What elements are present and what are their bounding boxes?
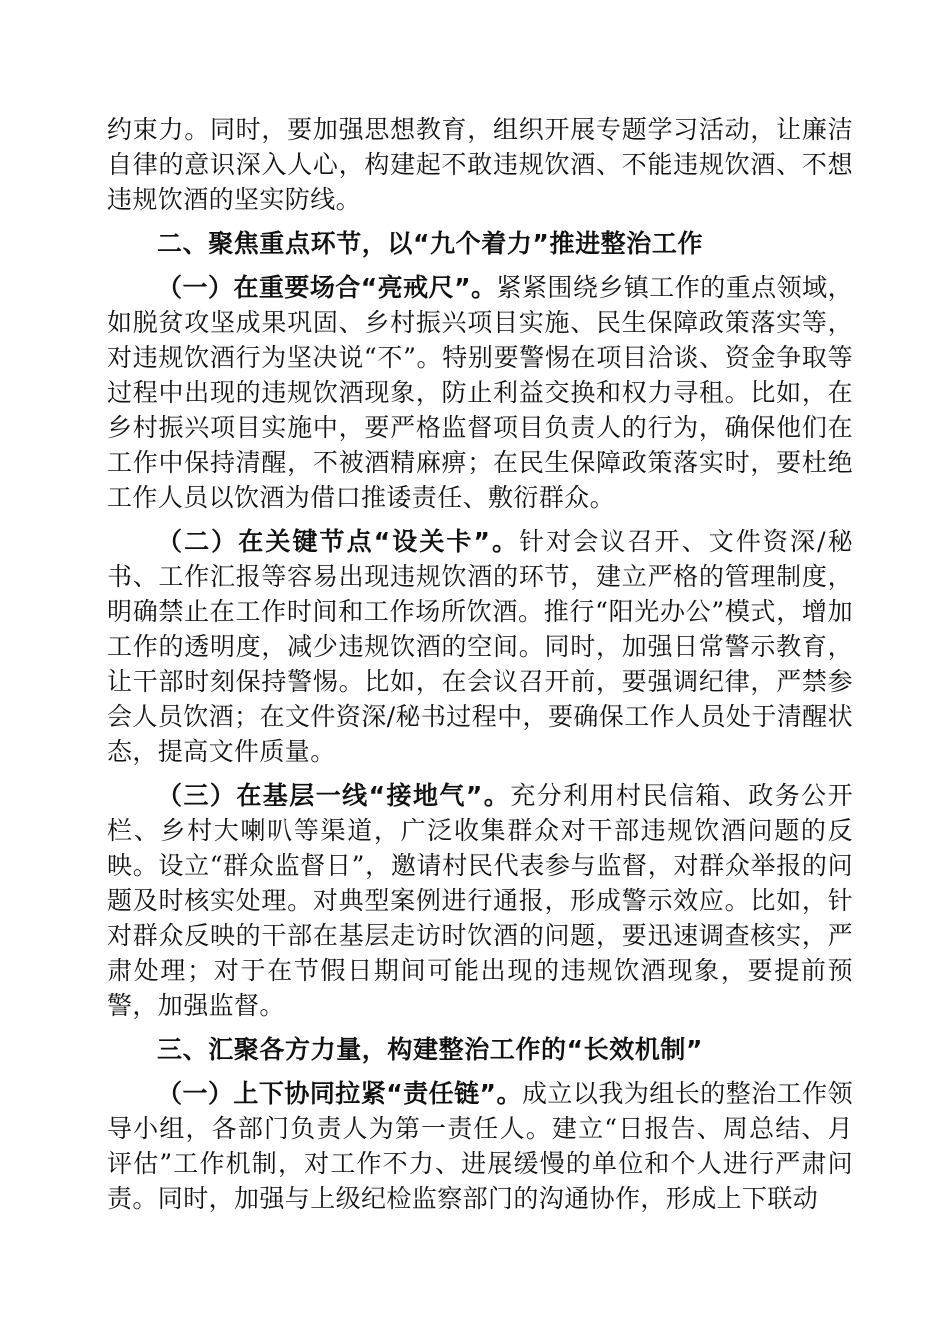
subsection-3-1-body: 成立以我为组长的整治工作领导小组，各部门负责人为第一责任人。建立“日报告、周总结、月评估”工作机制，对工作不力、进展缓慢的单位和个人进行严肃问责。同时，加强与上级纪检监察部门的沟通协作，形成上下联动 bbox=[107, 1079, 853, 1213]
subsection-1-body: 紧紧围绕乡镇工作的重点领域，如脱贫攻坚成果巩固、乡村振兴项目实施、民生保障政策落实等，对违规饮酒行为坚决说“不”。特别要警惕在项目洽谈、资金争取等过程中出现的违规饮酒现象，防止利益交换和权力寻租。比如，在乡村振兴项目实施中，要严格监督项目负责人的行为，确保他们在工作中保持清醒，不被酒精麻痹；在民生保障政策落实时，要杜绝工作人员以饮酒为借口推诿责任、敷衍群众。 bbox=[107, 273, 853, 512]
subsection-1-title: （一）在重要场合“亮戒尺”。 bbox=[157, 273, 497, 302]
subsection-3-1 bbox=[107, 1076, 853, 1216]
subsection-2-title: （二）在关键节点“设关卡”。 bbox=[157, 527, 520, 556]
section-heading-3: 三、汇聚各方力量，构建整治工作的“长效机制” bbox=[157, 1035, 704, 1064]
paragraph-continuation: 约束力。同时，要加强思想教育，组织开展专题学习活动，让廉洁自律的意识深入人心，构建起不敢违规饮酒、不能违规饮酒、不想违规饮酒的坚实防线。 bbox=[107, 115, 853, 214]
section-heading-2: 二、聚焦重点环节，以“九个着力”推进整治工作 bbox=[157, 229, 704, 258]
subsection-3 bbox=[107, 778, 853, 1023]
subsection-1 bbox=[107, 270, 853, 515]
subsection-3-1-title: （一）上下协同拉紧“责任链”。 bbox=[157, 1079, 522, 1108]
subsection-2-body: 针对会议召开、文件资深/秘书、工作汇报等容易出现违规饮酒的环节，建立严格的管理制度，明确禁止在工作时间和工作场所饮酒。推行“阳光办公”模式，增加工作的透明度，减少违规饮酒的空间。同时，加强日常警示教育，让干部时刻保持警惕。比如，在会议召开前，要强调纪律，严禁参会人员饮酒；在文件资深/秘书过程中，要确保工作人员处于清醒状态，提高文件质量。 bbox=[107, 527, 853, 766]
subsection-3-title: （三）在基层一线“接地气”。 bbox=[157, 781, 511, 810]
subsection-2 bbox=[107, 524, 853, 769]
subsection-3-body: 充分利用村民信箱、政务公开栏、乡村大喇叭等渠道，广泛收集群众对干部违规饮酒问题的反映。设立“群众监督日”，邀请村民代表参与监督，对群众举报的问题及时核实处理。对典型案例进行通报，形成警示效应。比如，针对群众反映的干部在基层走访时饮酒的问题，要迅速调查核实，严肃处理；对于在节假日期间可能出现的违规饮酒现象，要提前预警，加强监督。 bbox=[107, 781, 854, 1020]
document-page bbox=[107, 112, 853, 1216]
